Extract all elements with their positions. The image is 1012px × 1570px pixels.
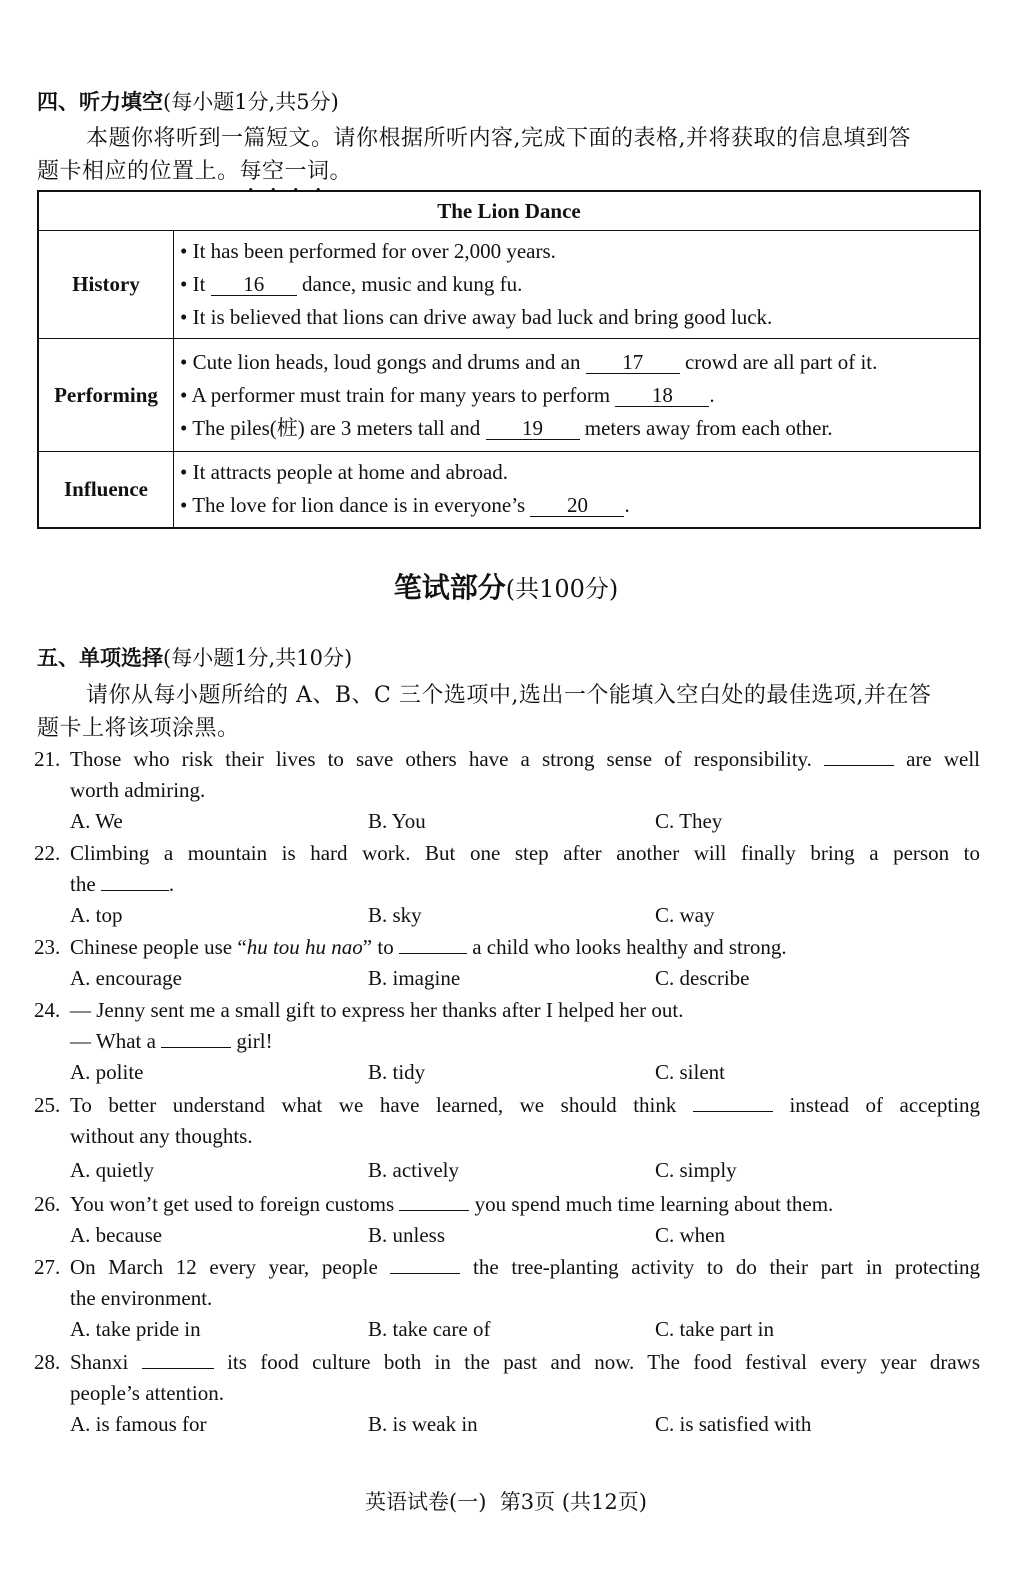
text: dance, music and kung fu. [296, 272, 523, 296]
influence-cell [174, 452, 981, 528]
question-number: 28. [34, 1350, 61, 1374]
section4-heading [37, 86, 339, 116]
question-line: people’s attention. [70, 1381, 224, 1405]
option-a[interactable]: A. top [70, 903, 123, 927]
influence-line2 [180, 489, 973, 522]
answer-blank-18[interactable]: 18 [615, 384, 709, 407]
option-b[interactable]: B. is weak in [368, 1412, 478, 1436]
options [34, 1057, 980, 1088]
row-label-history: History [38, 231, 174, 339]
section5-instruction-line2: 题卡上将该项涂黑。 [37, 716, 240, 741]
answer-blank-20[interactable]: 20 [530, 494, 624, 517]
page-footer: 英语试卷(一) 第3页 (共12页) [365, 1490, 647, 1514]
question-text: instead of accepting [772, 1093, 980, 1117]
question-text: Climbing a mountain is hard work. But one step after another will finally bring a person to [70, 841, 980, 865]
performing-line2 [180, 379, 973, 412]
question-number: 26. [34, 1192, 61, 1216]
question-line [34, 744, 980, 775]
question-27 [34, 1252, 980, 1345]
answer-blank[interactable] [693, 1111, 773, 1112]
row-label-influence: Influence [38, 452, 174, 528]
answer-blank[interactable] [399, 953, 467, 954]
question-text: you spend much time learning about them. [469, 1192, 834, 1216]
text: • The piles(桩) are 3 meters tall and [180, 415, 486, 440]
question-line: worth admiring. [70, 778, 206, 802]
question-number: 27. [34, 1255, 61, 1279]
text: • A performer must train for many years to perform [180, 382, 616, 407]
answer-blank-16[interactable]: 16 [211, 273, 297, 296]
question-line: without any thoughts. [70, 1124, 253, 1148]
option-c[interactable]: C. is satisfied with [655, 1412, 812, 1436]
option-c[interactable]: C. simply [655, 1158, 737, 1182]
question-number: 21. [34, 747, 61, 771]
question-line [34, 1026, 980, 1057]
option-a[interactable]: A. because [70, 1223, 163, 1247]
option-a[interactable]: A. take pride in [70, 1317, 201, 1341]
question-23 [34, 932, 980, 994]
answer-blank[interactable] [142, 1368, 214, 1369]
question-italic-text: hu tou hu nao [246, 935, 363, 959]
question-26 [34, 1189, 980, 1251]
history-cell [174, 231, 981, 339]
question-line [34, 1090, 980, 1121]
question-text: On March 12 every year, people [70, 1255, 391, 1279]
options [34, 1314, 980, 1345]
answer-blank-17[interactable]: 17 [586, 351, 680, 374]
question-25 [34, 1090, 980, 1186]
option-a[interactable]: A. polite [70, 1060, 144, 1084]
option-a[interactable]: A. encourage [70, 966, 182, 990]
question-number: 24. [34, 998, 61, 1022]
question-text: the [70, 872, 101, 896]
question-number: 25. [34, 1093, 61, 1117]
question-text: . [168, 872, 175, 896]
history-line3: • It is believed that lions can drive away bad luck and bring good luck. [180, 305, 773, 329]
question-line [34, 1252, 980, 1283]
option-c[interactable]: C. way [655, 903, 715, 927]
option-c[interactable]: C. silent [655, 1060, 726, 1084]
question-text: Those who risk their lives to save others have a strong sense of responsibility. [70, 747, 825, 771]
performing-line1 [180, 346, 973, 379]
section5-heading [37, 642, 352, 672]
question-line: the environment. [70, 1286, 213, 1310]
question-line [34, 932, 980, 963]
answer-blank[interactable] [399, 1210, 469, 1211]
option-b[interactable]: B. unless [368, 1223, 446, 1247]
question-text: You won’t get used to foreign customs [70, 1192, 400, 1216]
question-line [34, 995, 980, 1026]
option-c[interactable]: C. They [655, 809, 723, 833]
row-label-performing: Performing [38, 339, 174, 452]
written-score: (共100分) [505, 575, 619, 603]
text: meters away from each other. [579, 415, 833, 440]
option-b[interactable]: B. tidy [368, 1060, 426, 1084]
question-text: girl! [231, 1029, 273, 1053]
option-c[interactable]: C. take part in [655, 1317, 774, 1341]
question-text: Shanxi [70, 1350, 142, 1374]
text: • The love for lion dance is in everyone’s [180, 493, 531, 518]
question-text: ” to [362, 935, 399, 959]
section5-score: (每小题1分,共10分) [163, 646, 353, 670]
text: • It [180, 272, 211, 296]
question-number: 23. [34, 935, 61, 959]
option-b[interactable]: B. take care of [368, 1317, 491, 1341]
option-b[interactable]: B. imagine [368, 966, 461, 990]
question-24 [34, 995, 980, 1088]
section4-title: 四、听力填空 [37, 89, 163, 114]
text: . [709, 382, 715, 407]
question-text: To better understand what we have learned, we should think [70, 1093, 693, 1117]
answer-blank[interactable] [161, 1047, 231, 1048]
section4-instruction-line1: 本题你将听到一篇短文。请你根据所听内容,完成下面的表格,并将获取的信息填到答 [86, 126, 911, 151]
lion-dance-table [37, 190, 981, 529]
question-text: — What a [70, 1029, 162, 1053]
text: crowd are all part of it. [679, 349, 878, 374]
question-line [34, 1347, 980, 1378]
question-21 [34, 744, 980, 837]
influence-line1: • It attracts people at home and abroad. [180, 460, 509, 485]
section5-title: 五、单项选择 [37, 645, 163, 670]
performing-cell [174, 339, 981, 452]
options [34, 1220, 980, 1251]
question-line [34, 838, 980, 869]
question-number: 22. [34, 841, 61, 865]
question-28 [34, 1347, 980, 1440]
option-c[interactable]: C. when [655, 1223, 725, 1247]
instruction-text: 题卡相应的位置上。 [37, 159, 240, 184]
option-a[interactable]: A. We [70, 809, 123, 833]
answer-blank-19[interactable]: 19 [486, 417, 580, 440]
answer-blank[interactable] [390, 1273, 460, 1274]
option-a[interactable]: A. is famous for [70, 1412, 207, 1436]
options [34, 1155, 980, 1186]
question-22 [34, 838, 980, 931]
options [34, 806, 980, 837]
text: . [624, 493, 630, 518]
options [34, 1409, 980, 1440]
answer-blank[interactable] [101, 890, 169, 891]
history-line2 [180, 268, 973, 301]
text: • Cute lion heads, loud gongs and drums and an [180, 349, 586, 374]
answer-blank[interactable] [824, 765, 894, 766]
option-b[interactable]: B. actively [368, 1158, 459, 1182]
instruction-period: 。 [329, 159, 353, 184]
written-part-title [0, 566, 1012, 606]
section4-score: (每小题1分,共5分) [163, 90, 339, 114]
question-text: its food culture both in the past and now. The food festival every year draws [213, 1350, 980, 1374]
question-text: a child who looks healthy and strong. [466, 935, 787, 959]
options [34, 900, 980, 931]
history-line1: • It has been performed for over 2,000 years. [180, 239, 556, 263]
instruction-emphasis: 每空一词 [239, 159, 330, 184]
table-title: The Lion Dance [38, 191, 980, 231]
question-text: the tree-planting activity to do their part in protecting [460, 1255, 980, 1279]
question-text: — Jenny sent me a small gift to express her thanks after I helped her out. [70, 998, 684, 1022]
written-title: 笔试部分 [393, 571, 506, 604]
option-c[interactable]: C. describe [655, 966, 750, 990]
section5-instruction-line1: 请你从每小题所给的 A、B、C 三个选项中,选出一个能填入空白处的最佳选项,并在答 [86, 683, 932, 708]
option-b[interactable]: B. sky [368, 903, 422, 927]
question-line [34, 1189, 980, 1220]
option-b[interactable]: B. You [368, 809, 426, 833]
question-text: Chinese people use “ [70, 935, 247, 959]
question-text: are well [894, 747, 981, 771]
options [34, 963, 980, 994]
question-line [34, 869, 980, 900]
performing-line3 [180, 412, 973, 445]
option-a[interactable]: A. quietly [70, 1158, 154, 1182]
